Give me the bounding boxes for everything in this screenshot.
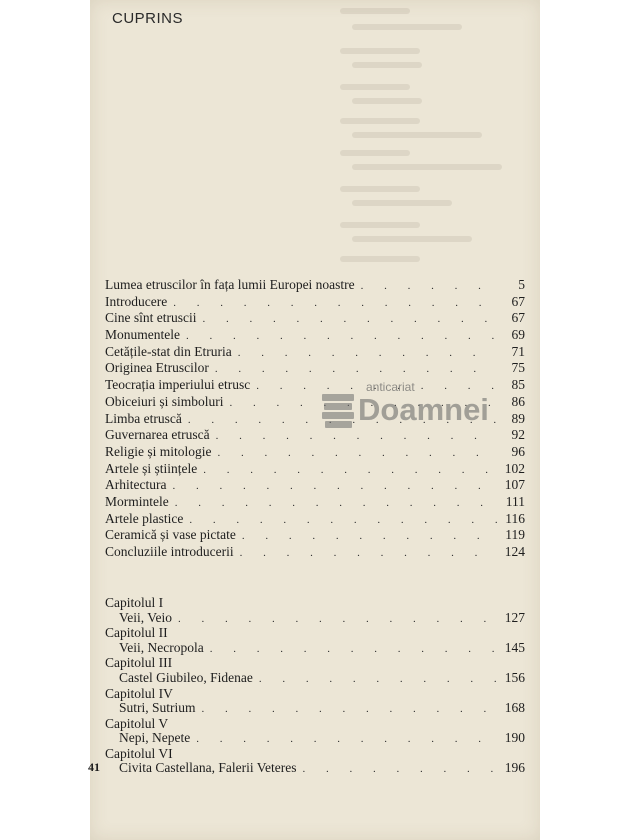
- chapter-heading: Capitolul VI: [105, 745, 173, 761]
- chapter-title: Nepi, Nepete: [119, 730, 191, 746]
- toc-entry-page: 67: [511, 310, 525, 326]
- toc-entry-page: 86: [511, 393, 525, 409]
- chapter-heading: Capitolul I: [105, 595, 164, 610]
- leader-dots: [203, 311, 498, 328]
- toc-entry-title: Lumea etruscilor în fața lumii Europei noastre: [105, 277, 355, 292]
- toc-entry: [105, 511, 525, 528]
- toc-entry: [105, 277, 525, 294]
- toc-entry-title: Guvernarea etruscă: [105, 427, 210, 443]
- toc-entry-title: Cine sînt etruscii: [105, 310, 197, 326]
- toc-entry-page: 116: [505, 510, 525, 526]
- chapter-heading: Capitolul V: [105, 715, 169, 731]
- leader-dots: [196, 731, 497, 748]
- toc-entry-title: Introducere: [105, 293, 168, 309]
- toc-entry-page: 85: [511, 377, 525, 393]
- leader-dots: [186, 328, 497, 345]
- toc-entry: [105, 360, 525, 377]
- chapter-row: [105, 670, 525, 687]
- leader-dots: [238, 345, 497, 362]
- leader-dots: [173, 295, 497, 312]
- toc-entry-page: 89: [511, 410, 525, 426]
- watermark-small-text: anticariat: [366, 380, 415, 394]
- toc-entry-page: 67: [511, 293, 525, 309]
- leader-dots: [189, 512, 497, 529]
- chapter-row: [105, 730, 525, 747]
- toc-entry-title: Religie și mitologie: [105, 443, 212, 459]
- leader-dots: [259, 671, 497, 688]
- toc-entry: [105, 294, 525, 311]
- book-page: [90, 0, 540, 840]
- toc-entry: [105, 344, 525, 361]
- toc-entry: [105, 477, 525, 494]
- leader-dots: [361, 278, 497, 295]
- toc-entry-title: Originea Etruscilor: [105, 360, 209, 376]
- watermark-big-text: Doamnei: [358, 392, 489, 427]
- toc-entry: [105, 327, 525, 344]
- toc-entry-title: Ceramică și vase pictate: [105, 527, 236, 543]
- chapter-title: Civita Castellana, Falerii Veteres: [119, 760, 297, 776]
- toc-entry-page: 107: [504, 477, 525, 493]
- leader-dots: [210, 641, 497, 658]
- chapter-heading: Capitolul II: [105, 625, 168, 641]
- chapter-entry: [105, 596, 525, 626]
- toc-entry: [105, 527, 525, 544]
- chapter-heading: Capitolul IV: [105, 685, 173, 701]
- books-icon: [322, 394, 354, 434]
- toc-entry-page: 96: [511, 443, 525, 459]
- toc-entry-title: Artele și științele: [105, 460, 198, 476]
- leader-dots: [175, 495, 497, 512]
- chapter-entry: [105, 687, 525, 717]
- leader-dots: [215, 361, 497, 378]
- chapter-row: [105, 700, 525, 717]
- toc-entry: [105, 444, 525, 461]
- toc-entry-title: Teocrația imperiului etrusc: [105, 377, 251, 393]
- watermark: [322, 380, 502, 440]
- chapter-entry: [105, 747, 525, 777]
- chapter-row: [105, 640, 525, 657]
- toc-entry-title: Concluziile introducerii: [105, 544, 234, 559]
- chapter-page: 196: [504, 760, 525, 776]
- chapter-entry: [105, 626, 525, 656]
- toc-entry: [105, 461, 525, 478]
- leader-dots: [242, 528, 497, 545]
- toc-entry: [105, 494, 525, 511]
- chapter-entry: [105, 717, 525, 747]
- toc-entry-page: 71: [511, 343, 525, 359]
- toc-entry-page: 69: [511, 327, 525, 343]
- toc-entry-title: Artele plastice: [105, 510, 184, 526]
- chapter-page: 145: [504, 639, 525, 655]
- toc-entry: [105, 310, 525, 327]
- toc-entry-page: 119: [505, 527, 525, 543]
- leader-dots: [202, 701, 497, 718]
- toc-entry-title: Cetățile-stat din Etruria: [105, 343, 232, 359]
- toc-entry-title: Arhitectura: [105, 477, 167, 493]
- toc-entry: [105, 544, 525, 561]
- leader-dots: [218, 445, 498, 462]
- chapter-entry: [105, 656, 525, 686]
- leader-dots: [240, 545, 497, 562]
- show-through-text: [90, 0, 540, 280]
- chapter-page: 156: [504, 669, 525, 685]
- folio-number: 41: [88, 760, 100, 774]
- chapter-heading: Capitolul III: [105, 655, 173, 671]
- toc-entry-page: 5: [518, 277, 525, 292]
- chapter-page: 127: [504, 609, 525, 625]
- chapter-title: Veii, Veio: [119, 609, 172, 625]
- toc-entry-page: 102: [504, 460, 525, 476]
- chapter-row: [105, 610, 525, 627]
- leader-dots: [172, 478, 497, 495]
- toc-entry-page: 92: [511, 427, 525, 443]
- chapter-title: Sutri, Sutrium: [119, 700, 196, 716]
- toc-entry-title: Mormintele: [105, 493, 169, 509]
- chapter-row: [105, 760, 525, 777]
- chapter-page: 168: [504, 700, 525, 716]
- leader-dots: [302, 761, 497, 778]
- toc-entry-title: Limba etruscă: [105, 410, 182, 426]
- toc-entry-page: 124: [504, 544, 525, 559]
- toc-entry-title: Obiceiuri și simboluri: [105, 393, 224, 409]
- page-title: CUPRINS: [112, 10, 184, 27]
- toc-entry-page: 111: [505, 493, 525, 509]
- leader-dots: [178, 611, 497, 628]
- chapter-list: [105, 596, 525, 777]
- toc-entry-page: 75: [511, 360, 525, 376]
- toc-entry-title: Monumentele: [105, 327, 180, 343]
- leader-dots: [203, 462, 497, 479]
- chapter-title: Castel Giubileo, Fidenae: [119, 669, 253, 685]
- chapter-page: 190: [504, 730, 525, 746]
- chapter-title: Veii, Necropola: [119, 639, 204, 655]
